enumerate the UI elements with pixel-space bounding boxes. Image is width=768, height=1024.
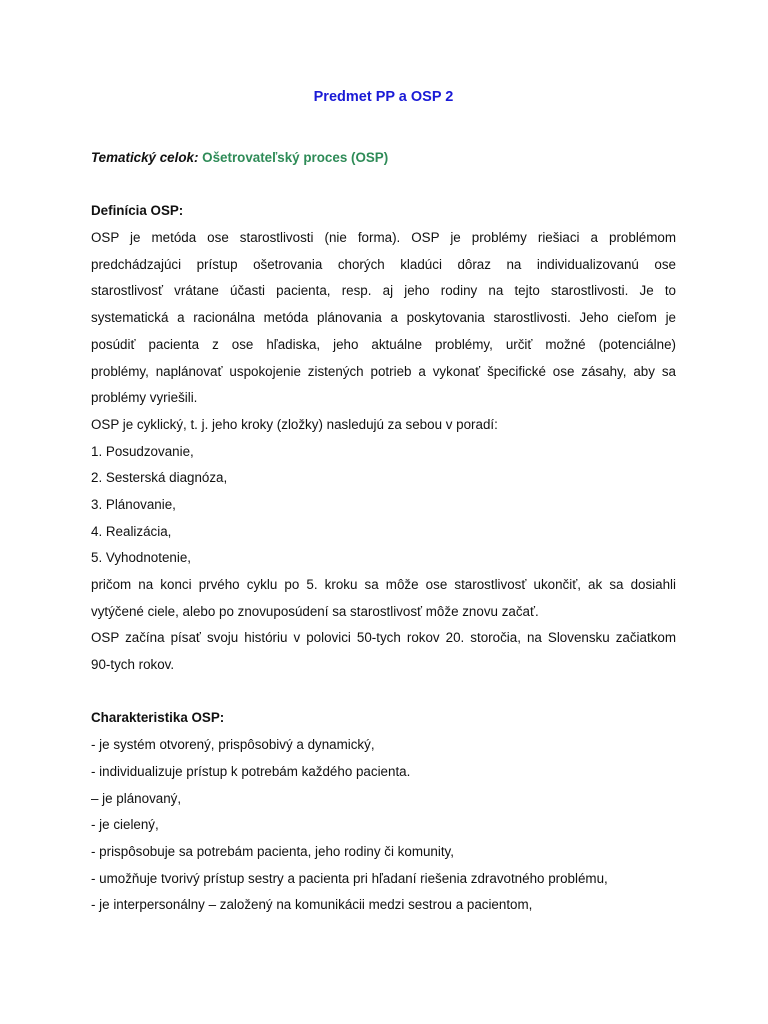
characteristics-item: - umožňuje tvorivý prístup sestry a pacienta pri hľadaní riešenia zdravotného problému, [91,870,608,886]
step-item: 3. Plánovanie, [91,496,176,512]
topic-label: Tematický celok: [91,150,199,165]
spacer [91,679,676,706]
topic-line [91,145,676,172]
definition-heading: Definícia OSP: [91,203,184,219]
characteristics-item: - je cielený, [91,817,159,833]
definition-paragraph-line: problémy vyriešili. [91,390,198,406]
characteristics-item: - individualizuje prístup k potrebám každého pacienta. [91,763,411,779]
definition-paragraph-line: starostlivosť vrátane účasti pacienta, resp. aj jeho rodiny na tejto starostlivosti. Je to [91,283,676,299]
after-steps-line: vytýčené ciele, alebo po znovuposúdení sa starostlivosť môže znovu začať. [91,603,539,619]
definition-paragraph-line: systematická a racionálna metóda plánovania a poskytovania starostlivosti. Jeho cieľom je [91,310,676,326]
definition-paragraph-line: problémy, naplánovať uspokojenie zistených potrieb a vykonať špecifické ose zásahy, aby sa [91,363,676,379]
page-title: Predmet PP a OSP 2 [313,89,454,105]
history-line: 90-tych rokov. [91,657,175,673]
definition-paragraph-line: predchádzajúci prístup ošetrovania chorých kladúci dôraz na individualizovanú ose [91,256,676,272]
document-page [91,86,676,919]
cycle-intro: OSP je cyklický, t. j. jeho kroky (zložky) nasledujú za sebou v poradí: [91,416,498,432]
characteristics-item: - prispôsobuje sa potrebám pacienta, jeho rodiny či komunity, [91,843,454,859]
definition-paragraph-line: OSP je metóda ose starostlivosti (nie forma). OSP je problémy riešiaci a problémom [91,230,676,246]
characteristics-item: - je interpersonálny – založený na komunikácii medzi sestrou a pacientom, [91,897,533,913]
characteristics-item: – je plánovaný, [91,790,182,806]
characteristics-item: - je systém otvorený, prispôsobivý a dynamický, [91,737,375,753]
spacer [91,172,676,199]
step-item: 4. Realizácia, [91,523,172,539]
definition-paragraph-line: posúdiť pacienta z ose hľadiska, jeho aktuálne problémy, určiť možné (potenciálne) [91,336,676,352]
history-line: OSP začína písať svoju históriu v polovici 50-tych rokov 20. storočia, na Slovensku začiatkom [91,630,676,646]
topic-value: Ošetrovateľský proces (OSP) [202,150,389,165]
step-item: 5. Vyhodnotenie, [91,550,192,566]
step-item: 1. Posudzovanie, [91,443,194,459]
step-item: 2. Sesterská diagnóza, [91,470,228,486]
characteristics-heading: Charakteristika OSP: [91,710,225,726]
after-steps-line: pričom na konci prvého cyklu po 5. kroku sa môže ose starostlivosť ukončiť, ak sa dosiahli [91,577,676,592]
